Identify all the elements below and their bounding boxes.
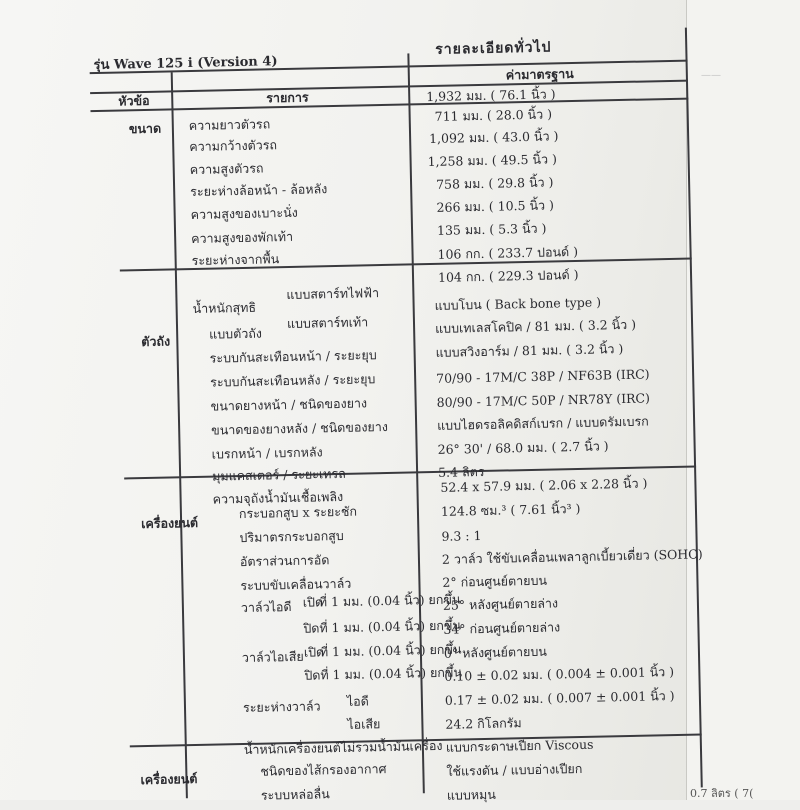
item-sub-label: แบบสตาร์ทไฟฟ้า	[286, 285, 380, 303]
item-value: แบบไฮดรอลิคดิสก์เบรก / แบบดรัมเบรก	[436, 413, 649, 433]
item-value: 80/90 - 17M/C 50P / NR78Y (IRC)	[436, 390, 651, 410]
item-value: แบบโบน ( Back bone type )	[434, 294, 602, 313]
item-value: 1,092 มม. ( 43.0 นิ้ว )	[428, 128, 559, 147]
item-value: แบบกระดาษเปียก Viscous	[445, 736, 594, 755]
item-value: 1,258 มม. ( 49.5 นิ้ว )	[427, 151, 558, 170]
table-rule	[90, 80, 688, 95]
section-frame: ตัวถัง	[141, 333, 171, 350]
item-label: ระบบหล่อลื่น	[260, 786, 330, 803]
item-label: ระยะห่างวาล์ว	[242, 698, 321, 716]
table-rule	[90, 98, 688, 113]
table-rule	[171, 72, 188, 798]
spec-table	[93, 28, 703, 803]
item-label: ระบบกันสะเทือนหน้า / ระยะยุบ	[209, 347, 377, 366]
item-label: ระยะห่างล้อหน้า - ล้อหลัง	[190, 181, 328, 200]
item-label: ความยาวตัวรถ	[188, 116, 271, 134]
item-label: ความจุถังน้ำมันเชื้อเพลิง	[212, 488, 344, 507]
item-value: 34° ก่อนศูนย์ตายล่าง	[443, 619, 561, 637]
item-label: ความสูงของเบาะนั่ง	[190, 204, 298, 223]
item-value: 0.17 ± 0.02 มม. ( 0.007 ± 0.001 นิ้ว )	[444, 688, 675, 708]
item-sub-label: ปิด	[303, 620, 320, 636]
item-label: น้ำหนักสุทธิ	[192, 299, 257, 317]
item-label: มุมแคสเตอร์ / ระยะเทรล	[212, 465, 346, 484]
item-label: ขนาดยางหน้า / ชนิดของยาง	[210, 395, 368, 414]
item-value: 26° 30' / 68.0 มม. ( 2.7 นิ้ว )	[437, 438, 609, 457]
item-value: 70/90 - 17M/C 38P / NF63B (IRC)	[436, 366, 650, 386]
item-value: 2 วาล์ว ใช้ขับเคลื่อนเพลาลูกเบี้ยวเดี่ยว (SOHC)	[441, 546, 703, 567]
item-sub-label: เปิด	[302, 594, 324, 610]
item-label: น้ำหนักเครื่องยนต์ไม่รวมน้ำมันเครื่อง	[243, 737, 443, 758]
item-label: ความสูงตัวรถ	[189, 160, 264, 178]
model-name: รุ่น Wave 125 i (Version 4)	[93, 54, 278, 74]
header-item: รายการ	[266, 89, 309, 106]
item-value: 104 กก. ( 229.3 ปอนด์ )	[437, 266, 579, 285]
item-value: 124.8 ซม.³ ( 7.61 นิ้ว³ )	[440, 500, 581, 519]
item-value: 758 มม. ( 29.8 นิ้ว )	[435, 174, 554, 192]
header-topic: หัวข้อ	[118, 92, 150, 109]
item-value: 0° หลังศูนย์ตายบน	[443, 643, 547, 661]
item-value: 52.4 x 57.9 มม. ( 2.06 x 2.28 นิ้ว )	[440, 475, 648, 495]
item-label: ปริมาตรกระบอกสูบ	[239, 527, 344, 546]
header-standard: ค่ามาตรฐาน	[505, 65, 574, 83]
item-label: ระยะห่างจากพื้น	[191, 251, 280, 269]
section-engine: เครื่องยนต์	[140, 514, 199, 532]
item-value: 0.10 ± 0.02 มม. ( 0.004 ± 0.001 นิ้ว )	[444, 664, 675, 684]
item-label: ระบบกันสะเทือนหลัง / ระยะยุบ	[210, 371, 376, 390]
item-detail: ที่ 1 มม. (0.04 นิ้ว) ยกขึ้น	[319, 641, 462, 660]
item-value: แบบเทเลสโคปิค / 81 มม. ( 3.2 นิ้ว )	[434, 316, 637, 336]
item-value: 25° หลังศูนย์ตายล่าง	[442, 595, 559, 613]
item-label: ระบบขับเคลื่อนวาล์ว	[240, 575, 352, 594]
item-value: 5.4 ลิตร	[437, 463, 485, 480]
bleed-through-text: ——	[701, 70, 721, 81]
item-value: 106 กก. ( 233.7 ปอนด์ )	[437, 243, 579, 262]
item-value: 135 มม. ( 5.3 นิ้ว )	[436, 220, 547, 238]
item-label: ขนาดของยางหลัง / ชนิดของยาง	[211, 418, 389, 438]
item-value: 266 มม. ( 10.5 นิ้ว )	[436, 197, 555, 215]
adjacent-page-fragment: 0.7 ลิตร ( 7(	[690, 787, 754, 800]
item-value: แบบหมุน	[446, 786, 496, 803]
item-value: 1,932 มม. ( 76.1 นิ้ว )	[426, 86, 556, 105]
item-detail: ที่ 1 มม. (0.04 นิ้ว) ยกขึ้น	[320, 664, 463, 683]
item-detail: ที่ 1 มม. (0.04 นิ้ว) ยกขึ้น	[319, 617, 462, 636]
item-sub-label: ไอดี	[346, 693, 369, 709]
item-detail: ที่ 1 มม. (0.04 นิ้ว) ยกขึ้น	[318, 591, 461, 610]
item-sub-label: แบบสตาร์ทเท้า	[286, 314, 369, 332]
item-sub-label: ไอเสีย	[347, 716, 381, 732]
section-transmission: เครื่องยนต์	[140, 771, 198, 788]
table-rule	[407, 53, 424, 793]
item-label: วาล์วไอดี	[240, 599, 292, 616]
item-label: เบรกหน้า / เบรกหลัง	[211, 444, 323, 462]
item-value: 711 มม. ( 28.0 นิ้ว )	[434, 106, 553, 124]
item-sub-label: ปิด	[304, 667, 321, 683]
item-label: อัตราส่วนการอัด	[239, 552, 330, 570]
adjacent-page	[686, 0, 800, 800]
item-value: 2° ก่อนศูนย์ตายบน	[442, 572, 548, 590]
item-label: ความกว้างตัวรถ	[189, 137, 278, 155]
item-label: แบบตัวถัง	[209, 325, 263, 342]
item-label: ชนิดของไส้กรองอากาศ	[260, 761, 387, 779]
item-label: ความสูงของพักเท้า	[191, 228, 294, 247]
item-value: 9.3 : 1	[441, 528, 482, 544]
section-size: ขนาด	[128, 120, 162, 137]
page-title: รายละเอียดทั่วไป	[435, 39, 552, 58]
item-value: แบบสวิงอาร์ม / 81 มม. ( 3.2 นิ้ว )	[435, 341, 624, 360]
item-sub-label: เปิด	[303, 644, 325, 660]
item-value: ใช้แรงดัน / แบบอ่างเปียก	[446, 760, 583, 779]
item-label: กระบอกสูบ x ระยะชัก	[238, 503, 358, 522]
item-label: วาล์วไอเสีย	[241, 648, 304, 666]
item-value: 24.2 กิโลกรัม	[445, 715, 522, 732]
